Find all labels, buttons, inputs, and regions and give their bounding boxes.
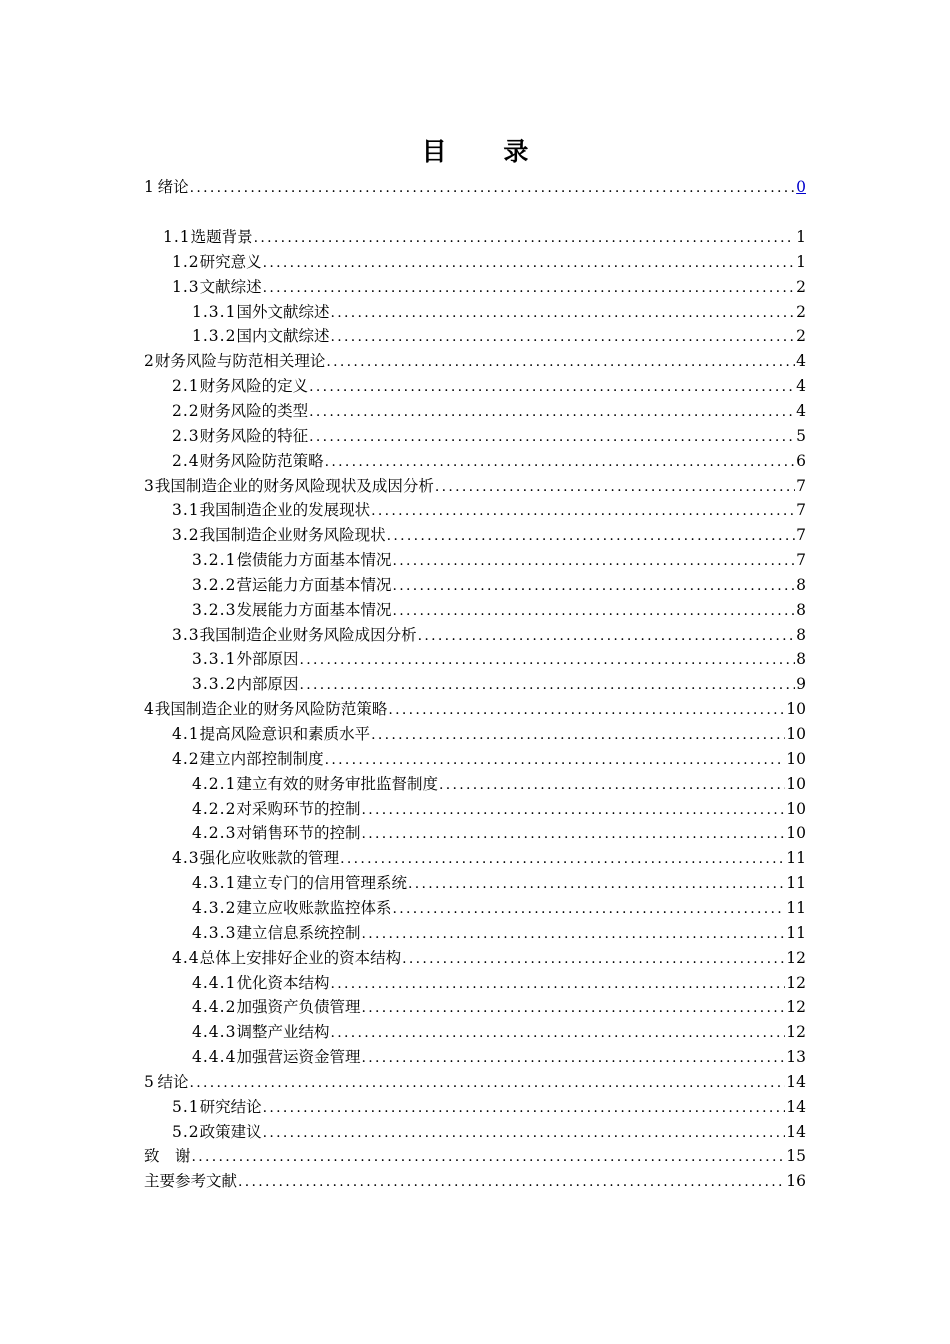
toc-entry-number: 3.2.2 — [192, 575, 237, 594]
toc-entry-page: 11 — [786, 898, 806, 917]
toc-entry[interactable] — [172, 399, 806, 423]
toc-entry-number: 1.3 — [172, 277, 200, 296]
toc-entry-number: 4.4 — [172, 948, 200, 967]
toc-entry-number: 4.4.3 — [192, 1023, 237, 1042]
toc-entry-page: 11 — [786, 923, 806, 942]
toc-entry-page: 10 — [786, 700, 806, 719]
toc-entry-label: 绪论 — [157, 178, 189, 196]
toc-entry-label: 政策建议 — [199, 1122, 262, 1141]
toc-entry[interactable] — [163, 225, 806, 249]
toc-entry-label: 调整产业结构 — [236, 1023, 330, 1042]
toc-entry-number: 4.3.1 — [192, 874, 237, 893]
toc-entry-label: 财务风险的类型 — [199, 401, 309, 420]
toc-entry-number: 1.1 — [163, 228, 191, 246]
toc-entry-label: 优化资本结构 — [236, 973, 330, 992]
toc-entry-label: 建立信息系统控制 — [236, 923, 361, 942]
toc-entry-label: 选题背景 — [190, 228, 253, 246]
toc-entry-page: 14 — [786, 1097, 806, 1116]
toc-entry-number: 4.4.2 — [192, 998, 237, 1017]
toc-entry-page: 5 — [796, 426, 806, 445]
toc-entry-label: 强化应收账款的管理 — [199, 849, 340, 868]
toc-entry-page: 10 — [786, 725, 806, 743]
dot-leader — [326, 350, 795, 374]
toc-entry[interactable] — [172, 623, 806, 647]
toc-entry-page: 10 — [786, 774, 806, 793]
toc-entry-number: 5.1 — [172, 1097, 200, 1116]
toc-entry[interactable] — [144, 474, 806, 498]
toc-entry-label: 内部原因 — [236, 675, 299, 694]
toc-entry-label: 建立有效的财务审批监督制度 — [236, 774, 438, 793]
toc-entry-number: 4.1 — [172, 725, 200, 743]
toc-entry-number: 2.1 — [172, 377, 200, 396]
toc-entry[interactable] — [192, 821, 806, 845]
toc-entry-number: 1.3.2 — [192, 327, 237, 346]
toc-entry-page: 1 — [796, 252, 806, 271]
toc-entry-label: 致 谢 — [144, 1147, 191, 1166]
toc-entry[interactable] — [192, 1045, 806, 1069]
toc-entry-label: 我国制造企业财务风险现状 — [199, 526, 386, 545]
toc-entry[interactable] — [192, 672, 806, 696]
toc-entry-page: 4 — [796, 401, 806, 420]
dot-leader — [361, 1046, 785, 1070]
dot-leader — [299, 648, 795, 672]
toc-entry-number: 4.3 — [172, 849, 200, 868]
toc-entry[interactable] — [144, 1144, 806, 1168]
toc-entry-number: 4.3.2 — [192, 898, 237, 917]
toc-entry[interactable] — [144, 1070, 806, 1094]
toc-entry-label: 对采购环节的控制 — [236, 799, 361, 818]
toc-entry-page: 12 — [786, 1023, 806, 1042]
toc-entry-page: 8 — [796, 600, 806, 619]
toc-entry[interactable] — [172, 1120, 806, 1144]
toc-entry-label: 我国制造企业的财务风险防范策略 — [154, 700, 388, 719]
dot-leader — [309, 375, 795, 399]
toc-entry[interactable] — [172, 846, 806, 870]
toc-entry[interactable] — [192, 871, 806, 895]
dot-leader — [439, 773, 785, 797]
toc-entry-page: 7 — [796, 476, 806, 495]
toc-entry-number: 3.2.3 — [192, 600, 237, 619]
toc-entry-label: 建立内部控制制度 — [199, 749, 324, 768]
dot-leader — [361, 922, 785, 946]
dot-leader — [238, 1170, 785, 1194]
toc-entry-page: 1 — [796, 228, 806, 246]
toc-entry-label: 文献综述 — [199, 277, 262, 296]
dot-leader — [418, 624, 795, 648]
toc-entry[interactable] — [172, 1095, 806, 1119]
toc-entry-page: 15 — [786, 1147, 806, 1166]
toc-entry-page[interactable]: 0 — [796, 178, 806, 196]
toc-title: 目 录 — [421, 137, 553, 166]
toc-entry-number: 4.2.2 — [192, 799, 237, 818]
toc-entry-label: 财务风险的定义 — [199, 377, 309, 396]
toc-entry[interactable] — [172, 946, 806, 970]
toc-entry[interactable] — [172, 498, 806, 522]
toc-entry[interactable] — [192, 324, 806, 348]
dot-leader — [408, 872, 785, 896]
toc-entry-number: 4.2 — [172, 749, 200, 768]
toc-entry-page: 4 — [796, 352, 806, 371]
toc-entry-page: 11 — [786, 849, 806, 868]
toc-entry-page: 16 — [786, 1172, 806, 1191]
toc-entry-label: 加强营运资金管理 — [236, 1048, 361, 1067]
toc-entry-number: 3.2 — [172, 526, 200, 545]
toc-entry-page: 8 — [796, 650, 806, 669]
dot-leader — [190, 176, 795, 200]
dot-leader — [263, 276, 795, 300]
dot-leader — [340, 847, 785, 871]
dot-leader — [330, 1021, 785, 1045]
dot-leader — [435, 475, 795, 499]
dot-leader — [361, 996, 785, 1020]
toc-entry-number: 3.1 — [172, 501, 200, 520]
toc-entry-label: 财务风险与防范相关理论 — [154, 352, 326, 371]
toc-entry[interactable] — [172, 523, 806, 547]
toc-entry-label: 建立应收账款监控体系 — [236, 898, 392, 917]
toc-entry-page: 9 — [796, 675, 806, 694]
toc-entry-label: 总体上安排好企业的资本结构 — [199, 948, 402, 967]
toc-entry[interactable] — [192, 772, 806, 796]
toc-entry[interactable] — [144, 697, 806, 721]
dot-leader — [361, 798, 785, 822]
dot-leader — [402, 947, 785, 971]
toc-entry-label: 主要参考文献 — [144, 1172, 238, 1191]
toc-entry-number: 3.2.1 — [192, 551, 237, 570]
toc-entry[interactable] — [192, 548, 806, 572]
toc-entry-number: 5 — [144, 1072, 155, 1091]
toc-entry[interactable] — [172, 722, 806, 746]
toc-entry-number: 1.3.1 — [192, 302, 237, 321]
toc-entry-page: 2 — [796, 302, 806, 321]
dot-leader — [330, 972, 785, 996]
toc-entry-label: 提高风险意识和素质水平 — [199, 725, 371, 743]
dot-leader — [263, 251, 795, 275]
toc-entry-page: 12 — [786, 948, 806, 967]
toc-entry-label: 建立专门的信用管理系统 — [236, 874, 407, 893]
toc-entry-label: 结论 — [157, 1072, 189, 1091]
toc-entry-page: 8 — [796, 625, 806, 644]
toc-entry-label: 外部原因 — [236, 650, 299, 669]
toc-entry-label: 加强资产负债管理 — [236, 998, 361, 1017]
toc-entry[interactable] — [192, 995, 806, 1019]
dot-leader — [263, 1121, 786, 1145]
toc-entry-number: 2.3 — [172, 426, 200, 445]
toc-entry-number: 4.2.3 — [192, 824, 237, 843]
toc-entry[interactable] — [172, 747, 806, 771]
toc-entry[interactable] — [192, 797, 806, 821]
toc-entry-label: 偿债能力方面基本情况 — [236, 551, 392, 570]
toc-entry-number: 2.4 — [172, 451, 200, 470]
toc-entry-label: 对销售环节的控制 — [236, 824, 361, 843]
toc-entry-label: 财务风险防范策略 — [199, 451, 324, 470]
toc-entry-page: 10 — [786, 749, 806, 768]
toc-entry-number: 1 — [144, 178, 155, 196]
dot-leader — [392, 897, 785, 921]
toc-entry-number: 5.2 — [172, 1122, 200, 1141]
dot-leader — [392, 599, 795, 623]
toc-entry-number: 3.3.2 — [192, 675, 237, 694]
toc-entry[interactable] — [192, 921, 806, 945]
toc-entry-number: 4.3.3 — [192, 923, 237, 942]
toc-entry[interactable] — [192, 647, 806, 671]
toc-entry-page: 14 — [786, 1072, 806, 1091]
dot-leader — [325, 450, 795, 474]
toc-entry[interactable] — [144, 349, 806, 373]
toc-entry[interactable] — [192, 1020, 806, 1044]
dot-leader — [388, 698, 785, 722]
toc-entry-page: 2 — [796, 277, 806, 296]
toc-entry[interactable] — [192, 598, 806, 622]
toc-entry-label: 研究结论 — [199, 1097, 262, 1116]
toc-entry-page: 14 — [786, 1122, 806, 1141]
toc-entry[interactable] — [172, 250, 806, 274]
toc-entry-label: 营运能力方面基本情况 — [236, 575, 392, 594]
dot-leader — [371, 499, 795, 523]
toc-entry-number: 1.2 — [172, 252, 200, 271]
toc-entry[interactable] — [192, 300, 806, 324]
toc-entry-label: 我国制造企业财务风险成因分析 — [199, 625, 417, 644]
toc-entry[interactable] — [192, 896, 806, 920]
toc-entry-page: 8 — [796, 575, 806, 594]
toc-entry-number: 2.2 — [172, 401, 200, 420]
toc-entry-page: 10 — [786, 799, 806, 818]
toc-entry-number: 4.4.4 — [192, 1048, 237, 1067]
toc-entry-label: 国内文献综述 — [236, 327, 330, 346]
toc-entry-page: 4 — [796, 377, 806, 396]
dot-leader — [263, 1096, 786, 1120]
toc-entry-number: 3.3.1 — [192, 650, 237, 669]
toc-entry-page: 12 — [786, 998, 806, 1017]
toc-entry-number: 4.2.1 — [192, 774, 237, 793]
dot-leader — [392, 549, 795, 573]
dot-leader — [309, 425, 795, 449]
toc-entry-label: 我国制造企业的发展现状 — [199, 501, 371, 520]
toc-entry[interactable] — [192, 971, 806, 995]
toc-entry-number: 2 — [144, 352, 155, 371]
toc-entry[interactable] — [172, 275, 806, 299]
toc-entry-label: 发展能力方面基本情况 — [236, 600, 392, 619]
toc-entry[interactable] — [144, 1169, 806, 1193]
toc-entry-label: 财务风险的特征 — [199, 426, 309, 445]
dot-leader — [189, 1071, 785, 1095]
dot-leader — [371, 723, 785, 747]
toc-entry[interactable] — [172, 374, 806, 398]
toc-entry-label: 国外文献综述 — [236, 302, 330, 321]
dot-leader — [361, 822, 785, 846]
dot-leader — [325, 748, 786, 772]
toc-entry[interactable] — [144, 175, 806, 199]
toc-entry-number: 4.4.1 — [192, 973, 237, 992]
toc-entry-label: 研究意义 — [199, 252, 262, 271]
toc-entry-page: 11 — [786, 874, 806, 893]
dot-leader — [299, 673, 795, 697]
toc-entry-number: 3.3 — [172, 625, 200, 644]
dot-leader — [392, 574, 795, 598]
toc-entry-page: 7 — [796, 501, 806, 520]
toc-entry-page: 10 — [786, 824, 806, 843]
toc-entry-label: 我国制造企业的财务风险现状及成因分析 — [154, 476, 434, 495]
toc-entry-page: 6 — [796, 451, 806, 470]
toc-entry-number: 4 — [144, 700, 155, 719]
dot-leader — [309, 400, 795, 424]
toc-entry[interactable] — [192, 573, 806, 597]
toc-entry-page: 12 — [786, 973, 806, 992]
dot-leader — [330, 301, 795, 325]
toc-entry[interactable] — [172, 424, 806, 448]
toc-entry-number: 3 — [144, 476, 155, 495]
dot-leader — [330, 325, 795, 349]
dot-leader — [254, 226, 795, 250]
toc-entry-page: 7 — [796, 526, 806, 545]
dot-leader — [387, 524, 795, 548]
toc-entry-page: 13 — [786, 1048, 806, 1067]
toc-entry[interactable] — [172, 449, 806, 473]
toc-entry-page: 2 — [796, 327, 806, 346]
dot-leader — [192, 1145, 786, 1169]
toc-entry-page: 7 — [796, 551, 806, 570]
